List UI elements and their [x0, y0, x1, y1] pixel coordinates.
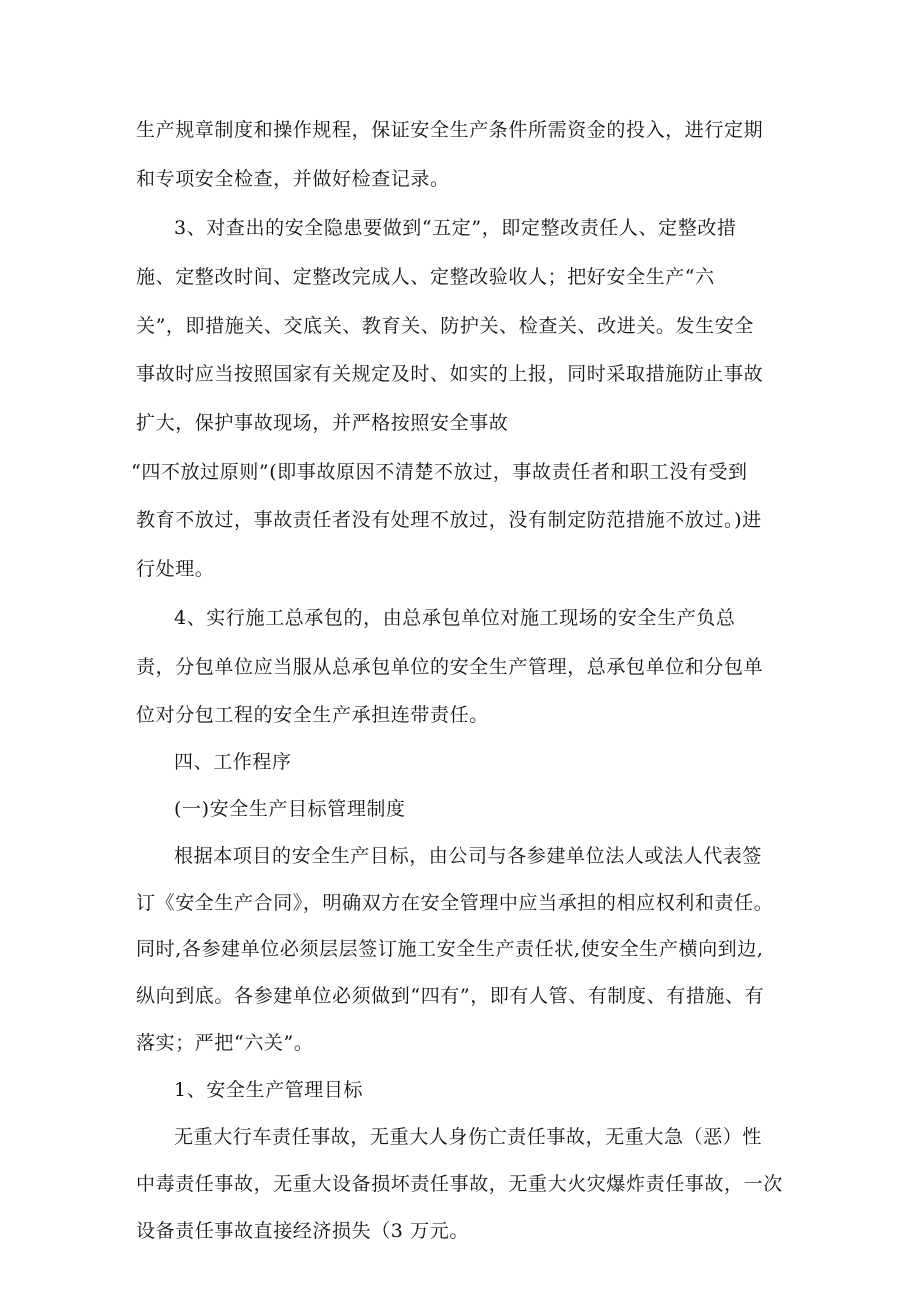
text-line: 中毒责任事故，无重大设备损坏责任事故，无重大火灾爆炸责任事故，一次	[136, 1173, 783, 1195]
text-line: 3、对查出的安全隐患要做到“五定”，即定整改责任人、定整改措	[174, 217, 737, 239]
text-line: 和专项安全检查，并做好检查记录。	[136, 168, 450, 190]
text-line: 责，分包单位应当服从总承包单位的安全生产管理，总承包单位和分包单	[136, 656, 764, 678]
text-line: 无重大行车责任事故，无重大人身伤亡责任事故，无重大急（恶）性	[174, 1126, 763, 1148]
text-line: 设备责任事故直接经济损失（3 万元。	[136, 1220, 469, 1242]
text-line: 根据本项目的安全生产目标，由公司与各参建单位法人或法人代表签	[174, 845, 763, 867]
text-line: 施、定整改时间、定整改完成人、定整改验收人；把好安全生产“六	[136, 266, 715, 288]
text-line: 生产规章制度和操作规程，保证安全生产条件所需资金的投入，进行定期	[136, 119, 764, 141]
text-line: “四不放过原则”(即事故原因不清楚不放过，事故责任者和职工没有受到	[131, 461, 748, 483]
text-line: 关”，即措施关、交底关、教育关、防护关、检查关、改进关。发生安全	[136, 315, 754, 337]
text-line: 事故时应当按照国家有关规定及时、如实的上报，同时采取措施防止事故	[136, 363, 764, 385]
text-line: 同时,各参建单位必须层层签订施工安全生产责任状,使安全生产横向到边,	[136, 938, 764, 960]
text-line: 扩大，保护事故现场，并严格按照安全事故	[136, 412, 509, 434]
text-line: 4、实行施工总承包的，由总承包单位对施工现场的安全生产负总	[174, 607, 736, 629]
text-line: 纵向到底。各参建单位必须做到“四有”，即有人管、有制度、有措施、有	[136, 985, 765, 1007]
subsection-heading: (一)安全生产目标管理制度	[174, 798, 406, 820]
subsection-heading: 1、安全生产管理目标	[174, 1079, 364, 1101]
text-line: 位对分包工程的安全生产承担连带责任。	[136, 704, 489, 726]
text-line: 行处理。	[136, 558, 215, 580]
section-heading: 四、工作程序	[174, 751, 292, 773]
text-line: 教育不放过，事故责任者没有处理不放过，没有制定防范措施不放过。)进	[136, 509, 762, 531]
text-line: 落实；严把“六关”。	[136, 1032, 314, 1054]
text-line: 订《安全生产合同》，明确双方在安全管理中应当承担的相应权利和责任。	[136, 892, 774, 914]
